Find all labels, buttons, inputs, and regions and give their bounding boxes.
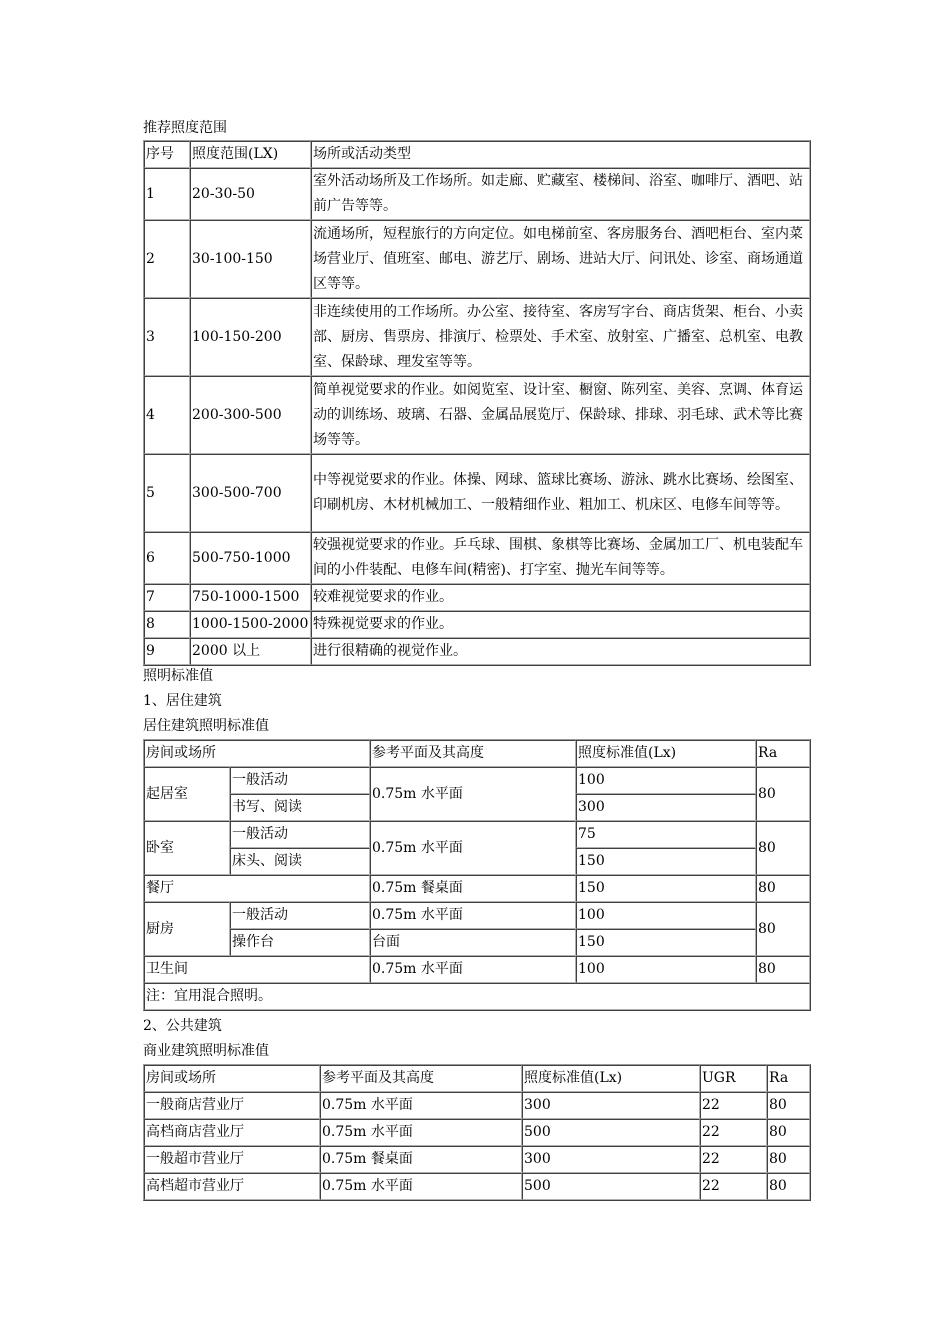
ra-cell: 80: [767, 1119, 810, 1146]
header-room: 房间或场所: [144, 740, 370, 767]
row-range: 30-100-150: [190, 220, 311, 298]
row-desc: 非连续使用的工作场所。办公室、接待室、客房写字台、商店货架、柜台、小卖部、厨房、售票房、排演厅、检票处、手术室、放射室、广播室、总机室、电教室、保龄球、理发室等等。: [311, 298, 810, 376]
table-row: [144, 376, 810, 454]
header-type: 场所或活动类型: [311, 141, 810, 168]
ugr-cell: 22: [700, 1119, 767, 1146]
row-desc: 进行很精确的视觉作业。: [311, 638, 810, 665]
lx-cell: 100: [576, 956, 756, 983]
ra-cell: 80: [756, 902, 810, 956]
ra-cell: 80: [756, 956, 810, 983]
subsection-public: 2、公共建筑: [143, 1018, 222, 1034]
header-lx: 照度标准值(Lx): [576, 740, 756, 767]
table-row: [144, 1092, 810, 1119]
row-desc: 中等视觉要求的作业。体操、网球、篮球比赛场、游泳、跳水比赛场、绘图室、印刷机房、木材机械加工、一般精细作业、粗加工、机床区、电修车间等等。: [311, 454, 810, 532]
table-row: [144, 902, 810, 929]
row-no: 2: [144, 220, 190, 298]
ra-cell: 80: [756, 767, 810, 821]
ra-cell: 80: [767, 1173, 810, 1200]
table-row: [144, 767, 810, 794]
ugr-cell: 22: [700, 1092, 767, 1119]
ra-cell: 80: [767, 1146, 810, 1173]
row-range: 20-30-50: [190, 168, 311, 220]
table-row: [144, 1173, 810, 1200]
plane-cell: 0.75m 水平面: [370, 821, 576, 875]
lx-cell: 75: [576, 821, 756, 848]
ugr-cell: 22: [700, 1173, 767, 1200]
illuminance-range-table: [143, 140, 811, 666]
row-no: 7: [144, 584, 190, 611]
header-range: 照度范围(LX): [190, 141, 311, 168]
plane-cell: 0.75m 水平面: [370, 956, 576, 983]
room-cell: 餐厅: [144, 875, 370, 902]
row-desc: 室外活动场所及工作场所。如走廊、贮藏室、楼梯间、浴室、咖啡厅、酒吧、站前广告等等。: [311, 168, 810, 220]
table-row: [144, 638, 810, 665]
header-no: 序号: [144, 141, 190, 168]
plane-cell: 0.75m 水平面: [320, 1173, 522, 1200]
row-no: 1: [144, 168, 190, 220]
subsection-residential: 1、居住建筑: [143, 693, 222, 709]
room-cell: 高档超市营业厅: [144, 1173, 320, 1200]
plane-cell: 0.75m 水平面: [370, 767, 576, 821]
ra-cell: 80: [767, 1092, 810, 1119]
row-desc: 较难视觉要求的作业。: [311, 584, 810, 611]
table-row: [144, 956, 810, 983]
table-note-row: [144, 983, 810, 1010]
row-no: 9: [144, 638, 190, 665]
row-range: 1000-1500-2000: [190, 611, 311, 638]
row-desc: 特殊视觉要求的作业。: [311, 611, 810, 638]
plane-cell: 台面: [370, 929, 576, 956]
plane-cell: 0.75m 餐桌面: [370, 875, 576, 902]
activity-cell: 一般活动: [230, 821, 370, 848]
activity-cell: 床头、阅读: [230, 848, 370, 875]
activity-cell: 一般活动: [230, 902, 370, 929]
row-range: 100-150-200: [190, 298, 311, 376]
row-no: 8: [144, 611, 190, 638]
lx-cell: 300: [522, 1146, 700, 1173]
lx-cell: 500: [522, 1119, 700, 1146]
table-row: [144, 821, 810, 848]
plane-cell: 0.75m 水平面: [370, 902, 576, 929]
table-row: [144, 611, 810, 638]
activity-cell: 操作台: [230, 929, 370, 956]
header-ra: Ra: [756, 740, 810, 767]
row-no: 5: [144, 454, 190, 532]
table-note: 注：宜用混合照明。: [144, 983, 810, 1010]
row-no: 6: [144, 532, 190, 584]
row-desc: 简单视觉要求的作业。如阅览室、设计室、橱窗、陈列室、美容、烹调、体育运动的训练场、玻璃、石器、金属品展览厅、保龄球、排球、羽毛球、武术等比赛场等等。: [311, 376, 810, 454]
table-row: [144, 584, 810, 611]
table-row: [144, 168, 810, 220]
row-range: 300-500-700: [190, 454, 311, 532]
header-plane: 参考平面及其高度: [370, 740, 576, 767]
row-range: 200-300-500: [190, 376, 311, 454]
table-row: [144, 220, 810, 298]
header-ugr: UGR: [700, 1065, 767, 1092]
table-row: [144, 875, 810, 902]
lx-cell: 150: [576, 875, 756, 902]
table-header-row: [144, 1065, 810, 1092]
lx-cell: 500: [522, 1173, 700, 1200]
table-row: [144, 532, 810, 584]
plane-cell: 0.75m 水平面: [320, 1092, 522, 1119]
activity-cell: 一般活动: [230, 767, 370, 794]
ugr-cell: 22: [700, 1146, 767, 1173]
ra-cell: 80: [756, 875, 810, 902]
table-header-row: [144, 740, 810, 767]
section-title-standard: 照明标准值: [143, 668, 213, 684]
lx-cell: 150: [576, 929, 756, 956]
lx-cell: 300: [522, 1092, 700, 1119]
table-row: [144, 929, 810, 956]
table-row: [144, 454, 810, 532]
row-no: 4: [144, 376, 190, 454]
room-cell: 高档商店营业厅: [144, 1119, 320, 1146]
room-cell: 一般超市营业厅: [144, 1146, 320, 1173]
table-header-row: [144, 141, 810, 168]
room-cell: 卧室: [144, 821, 230, 875]
table-row: [144, 1146, 810, 1173]
table-row: [144, 298, 810, 376]
ra-cell: 80: [756, 821, 810, 875]
commercial-lighting-table: [143, 1064, 811, 1201]
lx-cell: 150: [576, 848, 756, 875]
room-cell: 起居室: [144, 767, 230, 821]
lx-cell: 100: [576, 902, 756, 929]
table-row: [144, 1119, 810, 1146]
header-ra: Ra: [767, 1065, 810, 1092]
lx-cell: 100: [576, 767, 756, 794]
row-range: 500-750-1000: [190, 532, 311, 584]
row-range: 750-1000-1500: [190, 584, 311, 611]
header-room: 房间或场所: [144, 1065, 320, 1092]
room-cell: 厨房: [144, 902, 230, 956]
table-title-commercial: 商业建筑照明标准值: [143, 1043, 269, 1059]
row-range: 2000 以上: [190, 638, 311, 665]
row-desc: 流通场所，短程旅行的方向定位。如电梯前室、客房服务台、酒吧柜台、室内菜场营业厅、值班室、邮电、游艺厅、剧场、进站大厅、问讯处、诊室、商场通道区等等。: [311, 220, 810, 298]
table-title-residential: 居住建筑照明标准值: [143, 718, 269, 734]
room-cell: 一般商店营业厅: [144, 1092, 320, 1119]
row-no: 3: [144, 298, 190, 376]
activity-cell: 书写、阅读: [230, 794, 370, 821]
room-cell: 卫生间: [144, 956, 370, 983]
row-desc: 较强视觉要求的作业。乒乓球、围棋、象棋等比赛场、金属加工厂、机电装配车间的小件装配、电修车间(精密)、打字室、抛光车间等等。: [311, 532, 810, 584]
plane-cell: 0.75m 水平面: [320, 1119, 522, 1146]
header-plane: 参考平面及其高度: [320, 1065, 522, 1092]
plane-cell: 0.75m 餐桌面: [320, 1146, 522, 1173]
residential-lighting-table: [143, 739, 811, 1011]
lx-cell: 300: [576, 794, 756, 821]
section-title-recommended: 推荐照度范围: [143, 120, 227, 136]
header-lx: 照度标准值(Lx): [522, 1065, 700, 1092]
